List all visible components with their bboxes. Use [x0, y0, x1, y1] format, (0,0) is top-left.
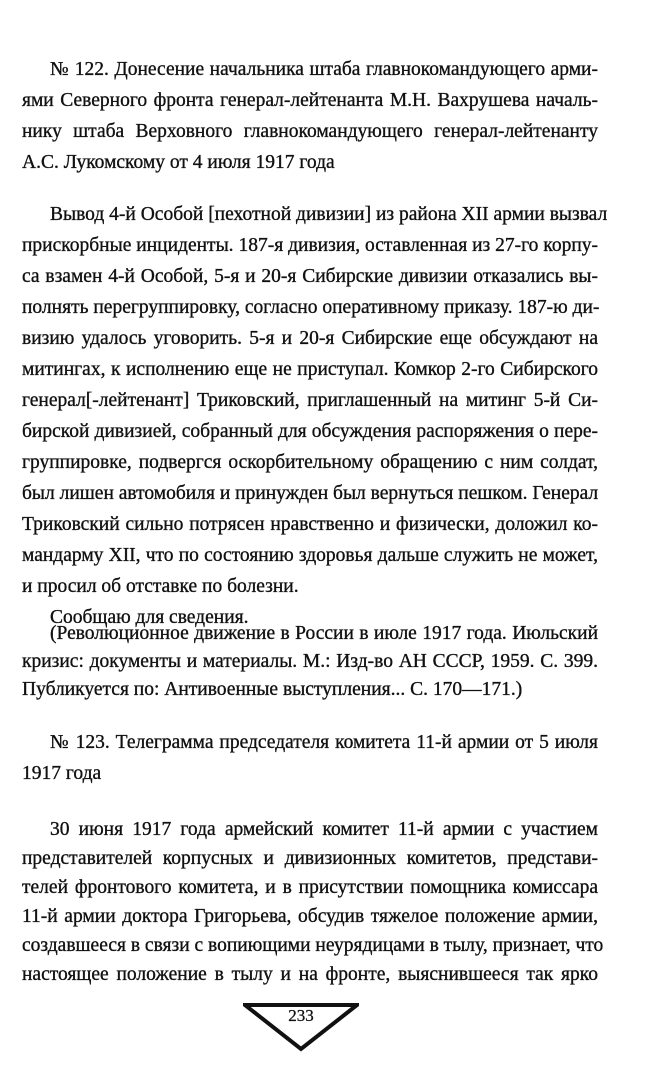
- text-line: 30 июня 1917 года армейский комитет 11-й армии с участием: [50, 819, 598, 840]
- text-line: прискорбные инциденты. 187-я дивизия, оставленная из 27-го корпу-: [22, 235, 598, 256]
- text-line: са взамен 4-й Особой, 5-я и 20-я Сибирские дивизии отказались вы-: [22, 266, 598, 287]
- text-line: (Революционное движение в России в июле 1917 года. Июльский: [50, 623, 598, 644]
- page-number: [243, 1003, 359, 1053]
- document-123-body: [22, 815, 604, 989]
- text-line: бирской дивизией, собранный для обсуждения распоряжения о пере-: [22, 421, 598, 442]
- text-line: генерал[-лейтенант] Триковский, приглашенный на митинг 5-й Си-: [22, 390, 598, 411]
- text-line: Вывод 4-й Особой [пехотной дивизии] из района XII армии вызвал: [50, 204, 608, 225]
- text-line: Триковский сильно потрясен нравственно и физически, доложил ко-: [22, 514, 598, 535]
- text-line: был лишен автомобиля и принужден был вернуться пешком. Генерал: [22, 483, 599, 504]
- text-line: полнять перегруппировку, согласно оперативному приказу. 187-ю ди-: [22, 297, 600, 318]
- text-line: 1917 года: [22, 763, 102, 784]
- text-line: группировке, подвергся оскорбительному обращению с ним солдат,: [22, 452, 598, 473]
- closing-line: Сообщаю для сведения.: [50, 607, 249, 628]
- text-line: № 122. Донесение начальника штаба главнокомандующего арми-: [50, 59, 598, 80]
- text-line: визию удалось уговорить. 5-я и 20-я Сибирские еще обсуждают на: [22, 328, 598, 349]
- text-line: № 123. Телеграмма председателя комитета 11-й армии от 5 июля: [50, 732, 598, 753]
- document-122-heading: [22, 54, 598, 178]
- text-line: нику штаба Верховного главнокомандующего генерал-лейтенанту: [22, 121, 598, 142]
- text-line: и просил об отставке по болезни.: [22, 576, 299, 597]
- document-123-heading: [22, 727, 598, 789]
- text-line: кризис: документы и материалы. М.: Изд-во АН СССР, 1959. С. 399.: [22, 651, 598, 672]
- text-line: Публикуется по: Антивоенные выступления... С. 170—171.): [22, 679, 523, 700]
- source-citation: [22, 620, 598, 704]
- text-line: А.С. Лукомскому от 4 июля 1917 года: [22, 152, 335, 173]
- text-line: настоящее положение в тылу и на фронте, выяснившееся так ярко: [22, 964, 598, 985]
- text-line: мандарму XII, что по состоянию здоровья дальше служить не может,: [22, 545, 598, 566]
- text-line: митингах, к исполнению еще не приступал. Комкор 2-го Сибирского: [22, 359, 598, 380]
- text-line: ями Северного фронта генерал-лейтенанта М.Н. Вахрушева началь-: [22, 90, 598, 111]
- document-122-body: [22, 199, 608, 633]
- text-line: создавшееся в связи с вопиющими неурядицами в тылу, признает, что: [22, 935, 604, 956]
- text-line: представителей корпусных и дивизионных комитетов, представи-: [22, 848, 598, 869]
- text-line: 11-й армии доктора Григорьева, обсудив тяжелое положение армии,: [22, 906, 598, 927]
- page-number-text: 233: [288, 1006, 314, 1025]
- text-line: телей фронтового комитета, и в присутствии помощника комиссара: [22, 877, 598, 898]
